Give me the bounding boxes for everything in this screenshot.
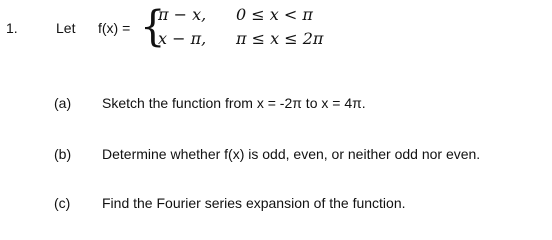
part-c-label: (c) [54, 195, 71, 211]
question-number: 1. [6, 20, 18, 36]
part-b-text: Determine whether f(x) is odd, even, or neither odd nor even. [102, 146, 481, 162]
piecewise-brace: { [140, 2, 166, 52]
part-c-text: Find the Fourier series expansion of the function. [102, 195, 406, 211]
question-intro: Let [56, 20, 76, 36]
function-lhs: f(x) = [98, 20, 131, 36]
case1-condition: 0 ≤ x < π [236, 5, 313, 24]
case2-expression: x − π, [158, 29, 207, 48]
case1-expression: π − x, [158, 5, 207, 24]
part-b-label: (b) [54, 146, 72, 162]
case2-condition: π ≤ x ≤ 2π [236, 29, 324, 48]
part-a-label: (a) [54, 95, 72, 111]
part-a-text: Sketch the function from x = -2π to x = 4π. [102, 95, 366, 111]
